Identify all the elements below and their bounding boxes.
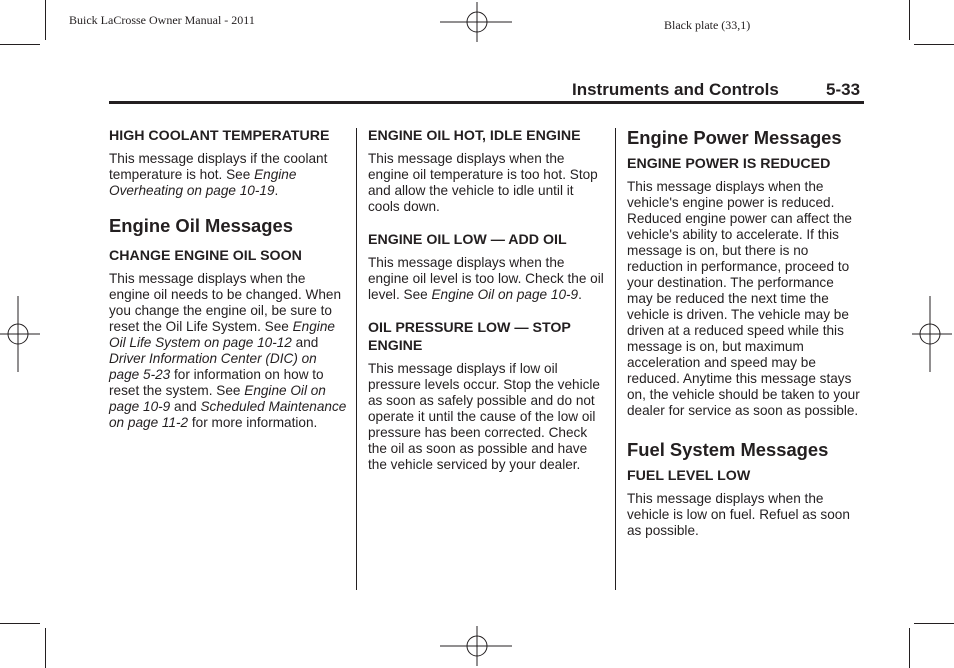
text: and (170, 399, 201, 414)
subheading-engine-power-is-reduced: ENGINE POWER IS REDUCED (627, 156, 831, 172)
document-meta-right: Black plate (33,1) (664, 18, 751, 32)
subheading-change-engine-oil-soon: CHANGE ENGINE OIL SOON (109, 248, 302, 264)
paragraph: This message displays when the vehicle's engine power is reduced. Reduced engine power can affect the vehicle's ability to accelerate. If this message is on, but there is no reduction in performance, proceed to your destination. The performance may be reduced the next time the vehicle is driven. The vehicle may be driven at a reduced speed while this message is on, but maximum acceleration and speed may be reduced. Anytime this message stays on, the vehicle should be taken to your dealer for service as soon as possible. (627, 179, 860, 418)
paragraph: This message displays if low oil pressure levels occur. Stop the vehicle as soon as safely possible and do not operate it until the cause of the low oil pressure has been corrected. Check the oil as soon as possible and have the vehicle serviced by your dealer. (368, 361, 600, 472)
page-number: 5-33 (826, 80, 861, 99)
subheading-engine-oil-low: ENGINE OIL LOW — ADD OIL (368, 232, 567, 248)
registration-mark-bottom (440, 626, 516, 666)
section-title-engine-oil-messages: Engine Oil Messages (109, 215, 293, 236)
text: This message displays if the coolant temperature is hot. See (109, 151, 328, 182)
subheading-oil-pressure-low: OIL PRESSURE LOW — STOP ENGINE (368, 320, 571, 354)
crop-mark (909, 0, 910, 40)
text: . (578, 287, 582, 302)
text: for more information. (188, 415, 318, 430)
subheading-engine-oil-hot: ENGINE OIL HOT, IDLE ENGINE (368, 128, 581, 144)
cross-reference: Driver Information Center (DIC) on page 5-23 (109, 351, 317, 382)
cross-reference: Engine Oil on page 10-9 (109, 383, 326, 414)
crop-mark (0, 44, 40, 45)
registration-mark-left (0, 296, 40, 372)
column-divider (356, 128, 357, 590)
paragraph (109, 151, 349, 199)
cross-reference: Engine Oil on page 10-9 (431, 287, 579, 302)
subheading-high-coolant-temperature: HIGH COOLANT TEMPERATURE (109, 128, 330, 144)
text: This message displays when the engine oil level is too low. Check the oil level. See (368, 255, 604, 302)
crop-mark (909, 628, 910, 668)
section-title-fuel-system-messages: Fuel System Messages (627, 439, 829, 460)
header-rule (109, 101, 864, 104)
cross-reference: Engine Overheating on page 10-19 (109, 167, 297, 198)
paragraph (109, 271, 349, 431)
registration-mark-top (440, 2, 516, 42)
text: and (291, 335, 319, 350)
text: . (274, 183, 279, 198)
crop-mark (45, 628, 46, 668)
text: This message displays when the engine oil needs to be changed. When you change the engine oil, be sure to reset the Oil Life System. See (109, 271, 342, 334)
paragraph: This message displays when the engine oil temperature is too hot. Stop and allow the vehicle to idle until it cools down. (368, 151, 598, 214)
running-header-title: Instruments and Controls (572, 80, 779, 99)
column-divider (615, 128, 616, 590)
crop-mark (0, 623, 40, 624)
section-title-engine-power-messages: Engine Power Messages (627, 127, 842, 148)
paragraph: This message displays when the vehicle is low on fuel. Refuel as soon as possible. (627, 491, 850, 538)
column-2 (368, 127, 608, 489)
document-meta-left: Buick LaCrosse Owner Manual - 2011 (69, 13, 255, 27)
text: for information on how to reset the system. See (109, 367, 324, 398)
column-3 (627, 127, 863, 555)
crop-mark (914, 623, 954, 624)
subheading-fuel-level-low: FUEL LEVEL LOW (627, 468, 751, 484)
crop-mark (914, 44, 954, 45)
registration-mark-right (912, 296, 952, 372)
cross-reference: Scheduled Maintenance on page 11-2 (109, 399, 347, 430)
cross-reference: Engine Oil Life System on page 10-12 (109, 319, 335, 350)
paragraph (368, 255, 608, 303)
crop-mark (45, 0, 46, 40)
column-1 (109, 127, 349, 447)
